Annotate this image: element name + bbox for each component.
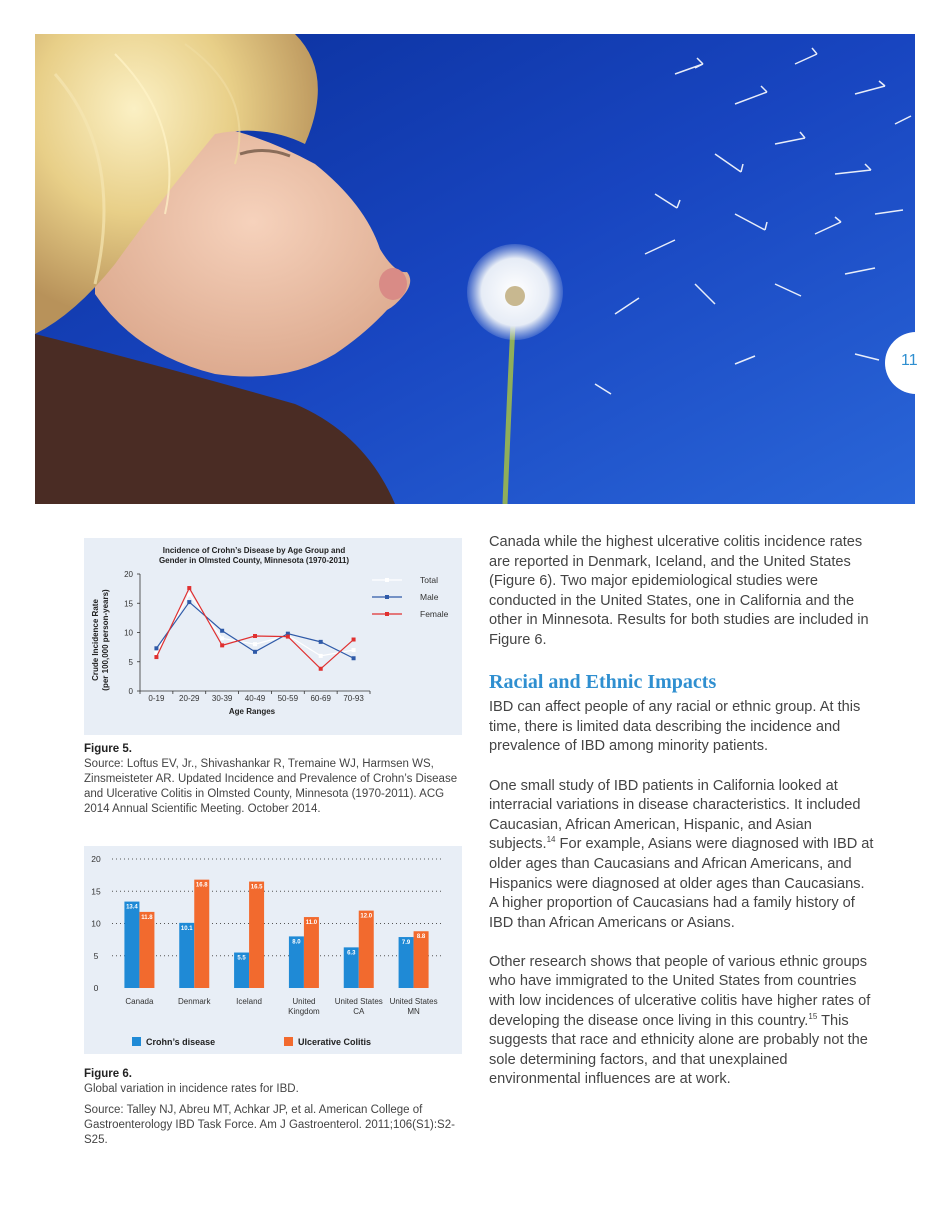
chart5-point-male <box>187 600 191 604</box>
chart5-xtick-label: 60-69 <box>310 694 331 703</box>
p4-text-a: Other research shows that people of various ethnic groups who have immigrated to the United States from countries with low incidences of ulcerative colitis have higher rates of developing the disease once living in this country. <box>489 953 871 1029</box>
chart5-ytick-label: 20 <box>124 570 133 579</box>
chart5-legend-marker <box>385 578 389 582</box>
article-paragraph-3 <box>489 777 874 934</box>
chart6-bar-value-label: 11.0 <box>305 920 318 927</box>
chart6-bar-uc <box>304 917 319 988</box>
chart6-legend <box>132 1037 371 1047</box>
chart6-bar-value-label: 8.0 <box>292 939 301 946</box>
chart6-bar-value-label: 16.5 <box>250 884 263 891</box>
figure5-source: Source: Loftus EV, Jr., Shivashankar R, Tremaine WJ, Harmsen WS, Zinsmeisteter AR. Updated Incidence and Prevalence of Crohn’s Disease and Ulcerative Colitis in Olmsted County, Minnesota (1970-2011). ACG 2014 Annual Scientific Meeting. October 2014. <box>84 758 458 815</box>
chart5-point-female <box>319 667 323 671</box>
chart6-category-label: CA <box>353 1007 365 1016</box>
chart5-xtick-label: 20-29 <box>179 694 200 703</box>
article-paragraph-2: IBD can affect people of any racial or ethnic group. At this time, there is limited data describing the incidence and prevalence of IBD among minority patients. <box>489 699 861 755</box>
chart6-category-label: Canada <box>125 997 154 1006</box>
figure6-bar-chart <box>84 846 462 1054</box>
child-blowing-dandelion-image <box>35 34 915 504</box>
chart5-point-total <box>352 648 356 652</box>
chart5-point-male <box>352 656 356 660</box>
chart6-legend-swatch <box>132 1037 141 1046</box>
chart6-bar-value-label: 7.9 <box>401 940 411 947</box>
chart6-ytick-label: 15 <box>91 886 101 897</box>
chart5-point-male <box>154 646 158 650</box>
chart6-category-label: Kingdom <box>288 1007 320 1016</box>
p3-text-b: For example, Asians were diagnosed with IBD at older ages than Caucasians and African Americans, and Hispanics were diagnosed at older ages than Caucasians. A higher proportion of Caucasians had a family history of IBD than African Americans or Asians. <box>489 836 874 931</box>
chart6-bar-crohns <box>179 923 194 988</box>
figure6-caption-text: Global variation in incidence rates for IBD. <box>84 1083 299 1095</box>
chart6-legend-swatch <box>284 1037 293 1046</box>
chart5-xtick-label: 50-59 <box>277 694 299 703</box>
chart6-bar-value-label: 8.8 <box>416 934 426 941</box>
chart5-xtick-label: 70-93 <box>343 694 364 703</box>
figure6-caption <box>84 1067 462 1148</box>
chart6-ytick-label: 20 <box>91 854 101 864</box>
chart6-ytick-label: 10 <box>91 918 101 929</box>
chart6-bar-value-label: 12.0 <box>360 913 373 920</box>
chart5-series <box>154 586 355 671</box>
figure5-line-chart <box>84 538 462 735</box>
chart6-category-label: United <box>292 997 316 1006</box>
chart5-ticks <box>124 570 370 703</box>
p4-text-b: This suggests that race and ethnicity alone are probably not the sole determining factors, and that unexplained environmental influences are at work. <box>489 1012 868 1088</box>
chart5-title-line1: Incidence of Crohn’s Disease by Age Group and <box>162 546 346 555</box>
hero-photo <box>35 34 915 504</box>
chart5-legend-label: Male <box>420 592 439 602</box>
chart6-category-label: United States <box>334 997 383 1006</box>
chart6-bar-crohns <box>124 902 139 988</box>
chart6-category-label: MN <box>407 1007 420 1016</box>
chart5-point-male <box>220 629 224 633</box>
reference-15: 15 <box>808 1011 818 1021</box>
chart6-bar-value-label: 6.3 <box>347 950 356 957</box>
reference-14: 14 <box>546 835 556 845</box>
chart6-legend-label: Ulcerative Colitis <box>298 1037 372 1047</box>
chart5-point-total <box>319 654 323 658</box>
chart5-legend-marker <box>385 612 389 616</box>
chart6-ytick-label: 5 <box>93 950 99 961</box>
chart5-xlabel: Age Ranges <box>228 707 276 716</box>
chart5-point-female <box>286 635 290 639</box>
chart5-ytick-label: 15 <box>124 599 133 609</box>
chart5-point-female <box>253 634 257 638</box>
chart6-bar-uc <box>359 911 374 988</box>
chart6-legend-label: Crohn’s disease <box>146 1037 216 1047</box>
chart5-axes <box>140 574 370 691</box>
article-body <box>489 533 874 1110</box>
chart6-ytick-label: 0 <box>93 983 99 993</box>
page-number: 11 <box>901 352 918 369</box>
chart6-category-label: Iceland <box>236 997 262 1006</box>
chart5-point-male <box>319 640 323 644</box>
figure5-label: Figure 5. <box>84 743 132 755</box>
figure6-source: Source: Talley NJ, Abreu MT, Achkar JP, et al. American College of Gastroenterology IBD Task Force. Am J Gastroenterol. 2011;106(S1):S2-S25. <box>84 1104 455 1146</box>
chart5-xtick-label: 0-19 <box>148 694 165 703</box>
chart6-bar-uc <box>139 912 154 988</box>
chart5-ytick-label: 5 <box>128 657 133 667</box>
section-heading: Racial and Ethnic Impacts <box>489 671 717 694</box>
figure5-caption <box>84 742 462 817</box>
chart5-legend-label: Female <box>420 609 449 619</box>
chart5-ylabel-line1: Crude Incidence Rate <box>91 599 100 681</box>
chart6-bar-value-label: 16.8 <box>195 882 208 889</box>
figure6-label: Figure 6. <box>84 1068 132 1080</box>
chart6-bar-value-label: 13.4 <box>126 904 138 911</box>
chart5-legend-marker <box>385 595 389 599</box>
chart5-point-male <box>253 650 257 654</box>
chart5-point-female <box>220 643 224 647</box>
chart6-category-label: United States <box>389 997 438 1006</box>
chart5-ytick-label: 10 <box>124 628 133 638</box>
chart5-point-female <box>352 638 356 642</box>
chart6-bar-uc <box>194 880 209 988</box>
chart5-title-line2: Gender in Olmsted County, Minnesota (1970-2011) <box>158 556 350 565</box>
chart5-ylabel-line2: (per 100,000 person-years) <box>101 589 110 691</box>
chart6-bar-value-label: 11.8 <box>141 914 153 921</box>
chart5-ytick-label: 0 <box>128 687 133 696</box>
article-paragraph-1: Canada while the highest ulcerative colitis incidence rates are reported in Denmark, Iceland, and the United States (Figure 6). Two major epidemiological studies were conducted in the United States, one in California and the other in Minnesota. Results for both studies are included in Figure 6. <box>489 534 869 648</box>
chart5-xtick-label: 40-49 <box>244 694 266 703</box>
chart5-point-female <box>154 655 158 659</box>
figure6-chart-panel <box>84 846 462 1054</box>
p3-text-a: One small study of IBD patients in California looked at interracial variations in disease characteristics. It included Caucasian, African American, Hispanic, and Asian subjects. <box>489 777 861 853</box>
chart5-point-total <box>220 636 224 640</box>
chart5-legend <box>372 575 449 619</box>
chart6-bar-value-label: 10.1 <box>180 925 193 932</box>
chart5-point-total <box>253 642 257 646</box>
chart6-bars <box>124 880 428 988</box>
chart5-line-total <box>156 594 353 655</box>
article-paragraph-4 <box>489 953 874 1090</box>
chart6-category-labels <box>125 997 437 1016</box>
chart5-xtick-label: 30-39 <box>211 694 233 703</box>
chart5-point-total <box>187 592 191 596</box>
chart5-point-female <box>187 586 191 590</box>
chart6-bar-value-label: 5.5 <box>237 955 246 962</box>
chart5-legend-label: Total <box>420 575 438 585</box>
figure5-chart-panel <box>84 538 462 735</box>
chart6-category-label: Denmark <box>178 997 211 1006</box>
chart6-bar-uc <box>249 882 264 988</box>
